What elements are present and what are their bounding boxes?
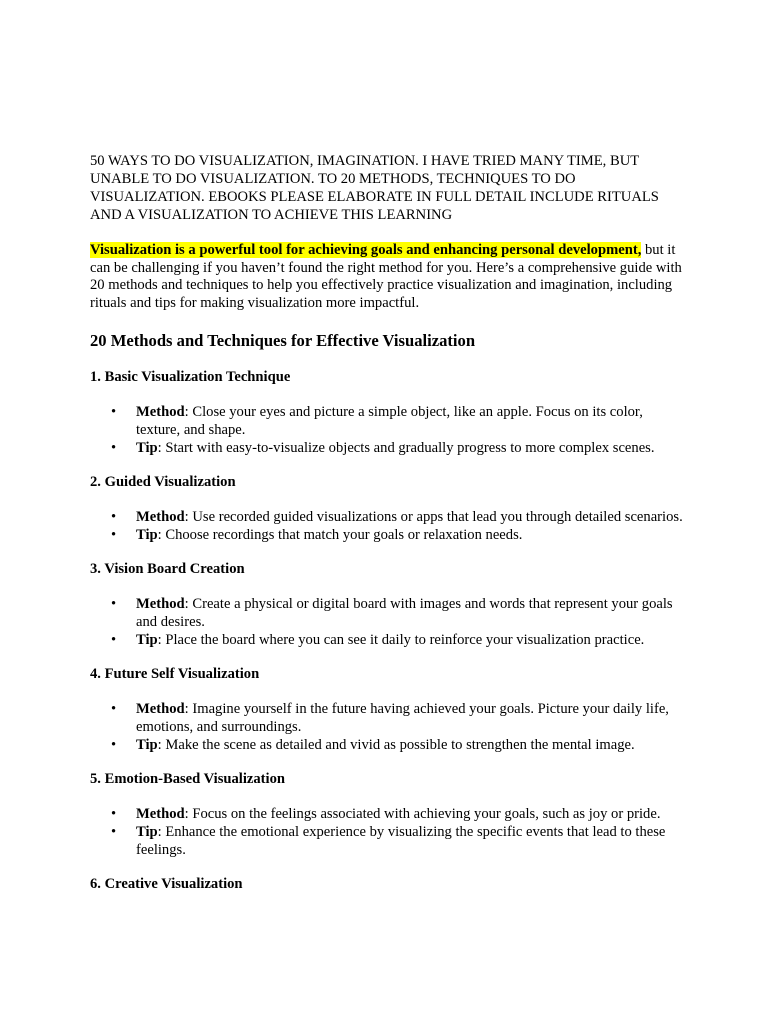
list-item — [90, 526, 685, 544]
item-text: : Make the scene as detailed and vivid as possible to strengthen the mental image. — [157, 737, 635, 754]
list-item — [90, 736, 685, 754]
item-label: Tip — [136, 527, 158, 544]
document-page — [90, 152, 685, 893]
bullet-icon: • — [111, 806, 117, 823]
list-item — [90, 595, 685, 631]
section-5 — [90, 770, 685, 859]
item-text: : Enhance the emotional experience by visualizing the specific events that lead to these feelings. — [136, 824, 666, 859]
bullet-icon: • — [111, 509, 117, 526]
item-text: : Focus on the feelings associated with achieving your goals, such as joy or pride. — [184, 806, 661, 823]
bullet-list — [90, 403, 685, 457]
section-4 — [90, 665, 685, 754]
bullet-icon: • — [111, 596, 117, 613]
list-item — [90, 439, 685, 457]
list-item — [90, 823, 685, 859]
bullet-list — [90, 805, 685, 859]
item-text: : Imagine yourself in the future having achieved your goals. Picture your daily life, emotions, and surroundings. — [136, 701, 669, 736]
prompt-text: 50 WAYS TO DO VISUALIZATION, IMAGINATION. I HAVE TRIED MANY TIME, BUT UNABLE TO DO VISUALIZATION. TO 20 METHODS, TECHNIQUES TO DO VISUALIZATION. EBOOKS PLEASE ELABORATE IN FULL DETAIL INCLUDE RITUALS AND A VISUALIZATION TO ACHIEVE THIS LEARNING — [90, 153, 659, 223]
item-label: Method — [136, 596, 185, 613]
item-label: Method — [136, 701, 185, 718]
item-text: : Create a physical or digital board with images and words that represent your goals and desires. — [136, 596, 673, 631]
list-item — [90, 403, 685, 439]
bullet-list — [90, 595, 685, 649]
section-heading: 6. Creative Visualization — [90, 876, 243, 893]
item-text: : Choose recordings that match your goals or relaxation needs. — [157, 527, 523, 544]
intro-paragraph — [90, 242, 685, 312]
list-item — [90, 700, 685, 736]
section-heading: 5. Emotion-Based Visualization — [90, 771, 286, 788]
section-heading: 2. Guided Visualization — [90, 474, 236, 491]
section-1 — [90, 368, 685, 457]
section-heading: 3. Vision Board Creation — [90, 561, 245, 578]
bullet-icon: • — [111, 527, 117, 544]
bullet-icon: • — [111, 701, 117, 718]
section-3 — [90, 560, 685, 649]
item-label: Method — [136, 509, 185, 526]
bullet-icon: • — [111, 737, 117, 754]
item-label: Method — [136, 404, 185, 421]
intro-highlight: Visualization is a powerful tool for achieving goals and enhancing personal development, — [90, 242, 642, 258]
bullet-icon: • — [111, 632, 117, 649]
section-heading: 4. Future Self Visualization — [90, 666, 260, 683]
list-item — [90, 631, 685, 649]
item-label: Tip — [136, 737, 158, 754]
item-text: : Close your eyes and picture a simple object, like an apple. Focus on its color, texture, and shape. — [136, 404, 643, 439]
item-label: Tip — [136, 440, 158, 457]
bullet-icon: • — [111, 824, 117, 841]
bullet-list — [90, 508, 685, 544]
item-label: Tip — [136, 824, 158, 841]
intro-rest: but it can be challenging if you haven’t found the right method for you. Here’s a comprehensive guide with 20 methods and techniques to help you effectively practice visualization and imagination, including rituals and tips for making visualization more impactful. — [90, 242, 682, 311]
item-label: Method — [136, 806, 185, 823]
main-heading: 20 Methods and Techniques for Effective Visualization — [90, 331, 476, 351]
item-text: : Place the board where you can see it daily to reinforce your visualization practice. — [157, 632, 645, 649]
item-text: : Use recorded guided visualizations or apps that lead you through detailed scenarios. — [184, 509, 683, 526]
bullet-icon: • — [111, 440, 117, 457]
section-6 — [90, 875, 685, 893]
list-item — [90, 508, 685, 526]
bullet-list — [90, 700, 685, 754]
bullet-icon: • — [111, 404, 117, 421]
section-heading: 1. Basic Visualization Technique — [90, 369, 291, 386]
section-2 — [90, 473, 685, 544]
list-item — [90, 805, 685, 823]
item-text: : Start with easy-to-visualize objects and gradually progress to more complex scenes. — [157, 440, 655, 457]
item-label: Tip — [136, 632, 158, 649]
